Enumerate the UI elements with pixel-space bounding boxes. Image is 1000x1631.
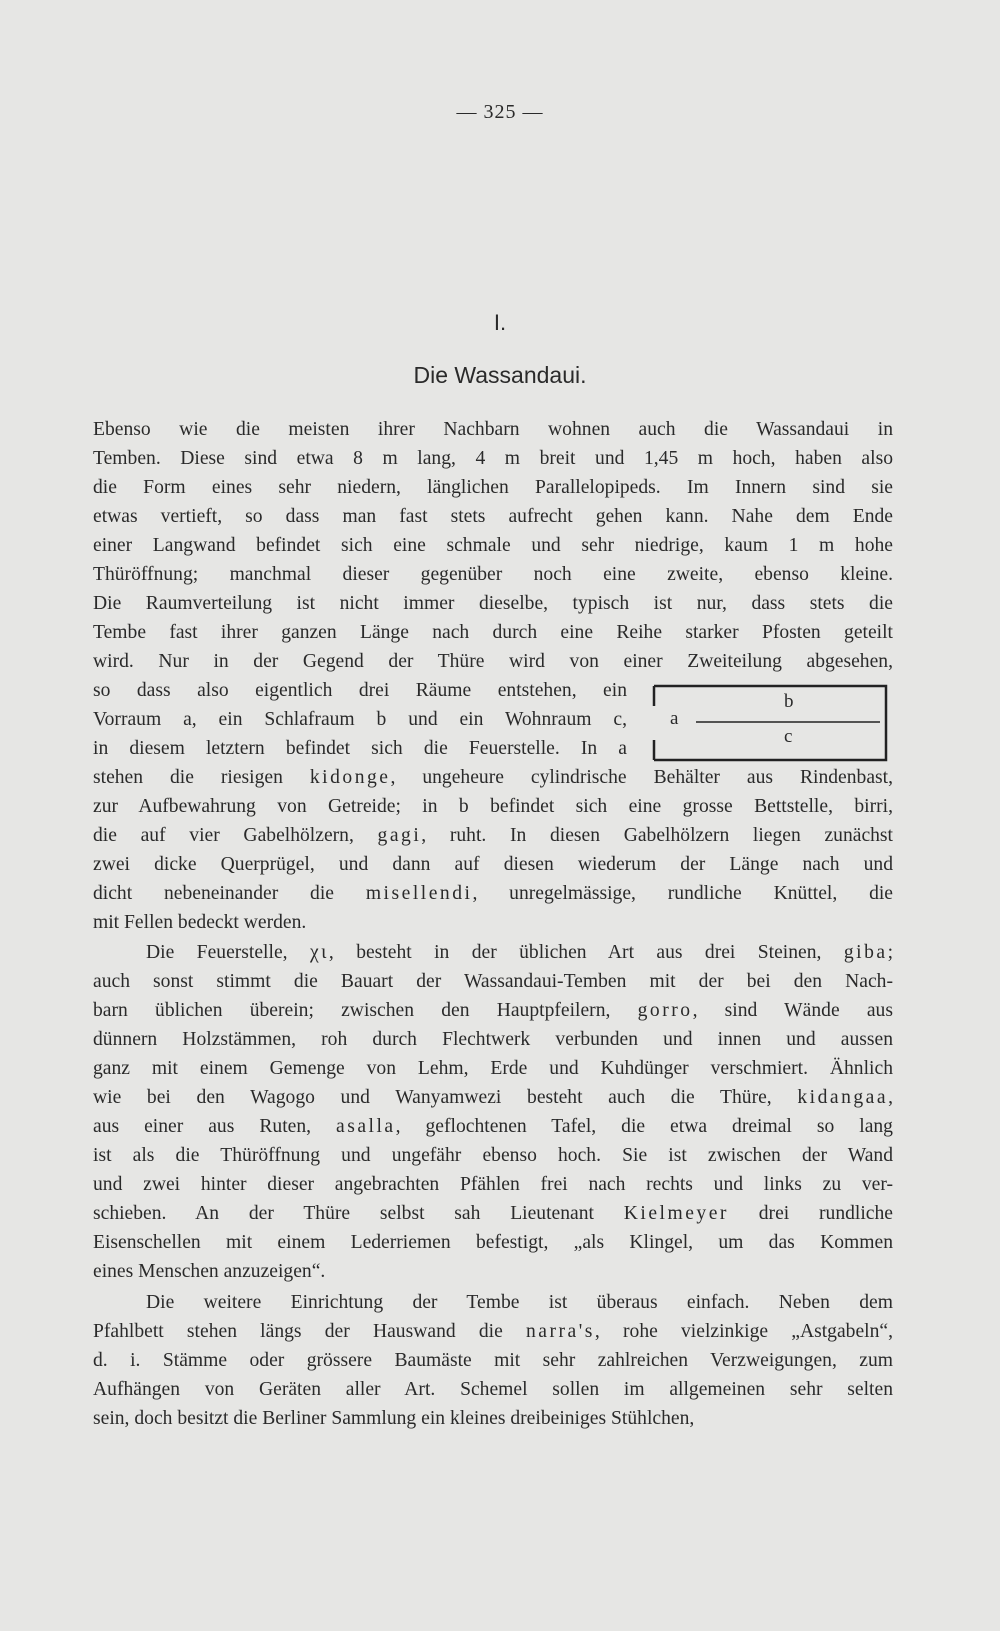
text-line: und zwei hinter dieser angebrachten Pfählen frei nach rechts und links zu ver- [93,1174,893,1195]
text-line: mit Fellen bedeckt werden. [93,912,307,933]
section-title: Die Wassandaui. [413,362,587,388]
text-line: dicht nebeneinander die misellendi, unregelmässige, rundliche Knüttel, die [93,883,894,904]
text-line: die auf vier Gabelhölzern, gagi, ruht. In diesen Gabelhölzern liegen zunächst [93,825,894,846]
spaced-term: gagi [377,825,422,846]
text-line: schieben. An der Thüre selbst sah Lieutenant Kielmeyer drei rundliche [93,1203,893,1224]
text-line: die Form eines sehr niedern, länglichen Parallelopipeds. Im Innern sind sie [93,477,893,498]
text-line: Ebenso wie die meisten ihrer Nachbarn wohnen auch die Wassandaui in [93,419,893,440]
text-line: ganz mit einem Gemenge von Lehm, Erde und Kuhdünger verschmiert. Ähnlich [93,1058,893,1079]
text-line: so dass also eigentlich drei Räume entstehen, ein [93,680,627,701]
text-line: Aufhängen von Geräten aller Art. Schemel sollen im allgemeinen sehr selten [93,1379,893,1400]
text-line: wird. Nur in der Gegend der Thüre wird von einer Zweiteilung abgesehen, [93,651,893,672]
spaced-term: giba [843,942,888,963]
text-line: Eisenschellen mit einem Lederriemen befestigt, „als Klingel, um das Kommen [93,1232,893,1253]
spaced-term: Kielmeyer [623,1203,729,1224]
text-line: wie bei den Wagogo und Wanyamwezi besteht auch die Thüre, kidangaa, [93,1087,893,1108]
text-line: Thüröffnung; manchmal dieser gegenüber noch eine zweite, ebenso kleine. [93,564,893,585]
text-line: Temben. Diese sind etwa 8 m lang, 4 m breit und 1,45 m hoch, haben also [93,448,893,469]
text-line: einer Langwand befindet sich eine schmale und sehr niedrige, kaum 1 m hohe [93,535,893,556]
room-label-c: c [784,726,793,747]
text-line: Tembe fast ihrer ganzen Länge nach durch eine Reihe starker Pfosten geteilt [93,622,893,643]
text-line: Die weitere Einrichtung der Tembe ist überaus einfach. Neben dem [146,1292,893,1313]
text-line: stehen die riesigen kidonge, ungeheure cylindrische Behälter aus Rindenbast, [93,767,894,788]
room-label-b: b [784,691,794,712]
text-line: eines Menschen anzuzeigen“. [93,1261,326,1282]
text-line: aus einer aus Ruten, asalla, geflochtenen Tafel, die etwa dreimal so lang [93,1116,893,1137]
text-line: ist als die Thüröffnung und ungefähr ebenso hoch. Sie ist zwischen der Wand [93,1145,893,1166]
text-line: auch sonst stimmt die Bauart der Wassandaui-Temben mit der bei den Nach- [93,971,893,992]
floor-plan-lines [650,682,890,764]
spaced-term: gorro [637,1000,693,1021]
text-line: Die Raumverteilung ist nicht immer dieselbe, typisch ist nur, dass stets die [93,593,893,614]
spaced-term: kidangaa [797,1087,889,1108]
room-label-a: a [670,708,679,729]
text-line: sein, doch besitzt die Berliner Sammlung ein kleines dreibeiniges Stühlchen, [93,1408,695,1429]
spaced-term: asalla [336,1116,396,1137]
text-line: Vorraum a, ein Schlafraum b und ein Wohnraum c, [93,709,627,730]
text-line: in diesem letztern befindet sich die Feuerstelle. In a [93,738,627,759]
paragraph-3 [93,1288,893,1433]
page-number: — 325 — [456,101,544,123]
section-number: I. [493,310,507,335]
text-line: dünnern Holzstämmen, roh durch Flechtwerk verbunden und innen und aussen [93,1029,893,1050]
text-line: zwei dicke Querprügel, und dann auf diesen wiederum der Länge nach und [93,854,893,875]
text-line: etwas vertieft, so dass man fast stets aufrecht gehen kann. Nahe dem Ende [93,506,893,527]
text-line: barn üblichen überein; zwischen den Hauptpfeilern, gorro, sind Wände aus [93,1000,893,1021]
text-line: zur Aufbewahrung von Getreide; in b befindet sich eine grosse Bettstelle, birri, [93,796,893,817]
spaced-term: χι [309,942,329,963]
text-line: Pfahlbett stehen längs der Hauswand die narra's, rohe vielzinkige „Astgabeln“, [93,1321,893,1342]
spaced-term: kidonge [309,767,391,788]
text-line: Die Feuerstelle, χι, besteht in der üblichen Art aus drei Steinen, giba; [146,942,894,963]
paragraph-1 [93,415,893,937]
spaced-term: misellendi [365,883,473,904]
tembe-floor-plan-diagram [650,682,890,764]
text-line: d. i. Stämme oder grössere Baumäste mit sehr zahlreichen Verzweigungen, zum [93,1350,893,1371]
paragraph-2 [93,938,893,1286]
spaced-term: narra's [526,1321,595,1342]
